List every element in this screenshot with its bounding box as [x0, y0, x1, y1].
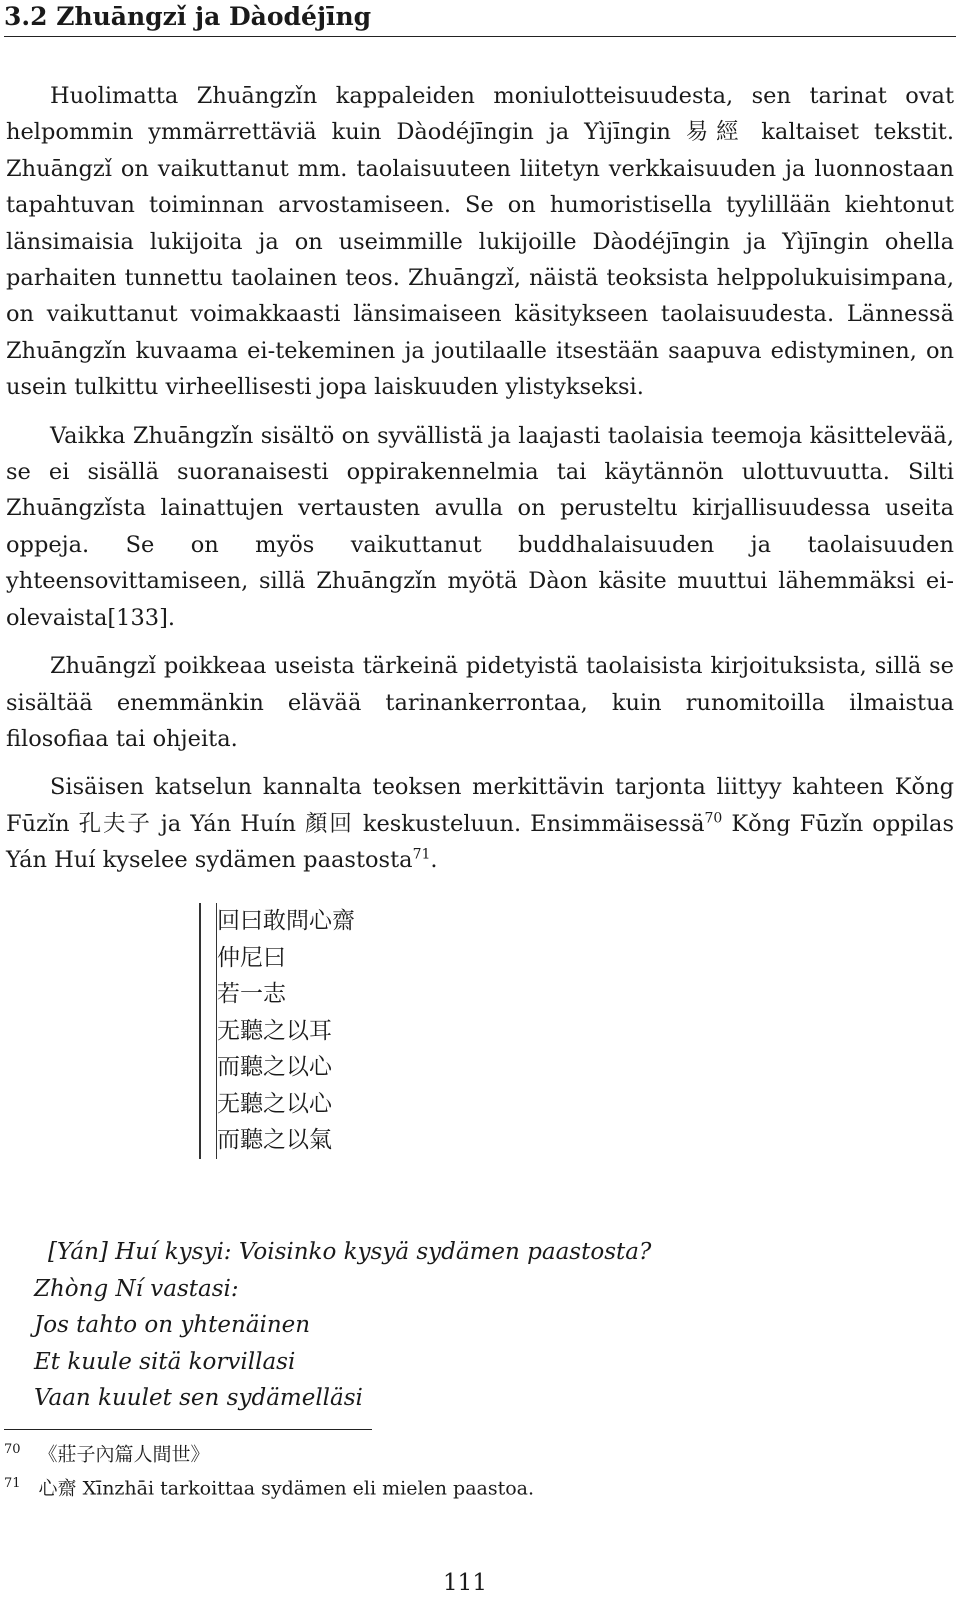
- translation-line: Et kuule sitä korvillasi: [34, 1348, 296, 1375]
- translation-line: Zhòng Ní vastasi:: [34, 1275, 239, 1302]
- paragraph-2: [6, 418, 954, 636]
- paragraph-4-text-b: Kǒng Fūzǐn oppilas Yán Huí kyselee sydämen paastosta: [6, 810, 954, 874]
- paragraph-2-text: Vaikka Zhuāngzǐn sisältö on syvällistä ja laajasti taolaisia teemoja käsittelevää, se ei sisällä suoranaisesti oppirakennelmia tai käytännön ulottuvuutta. Silti Zhuāngzǐsta lainattujen vertausten avulla on perusteltu kirjallisuudessa useita oppeja. Se on myös vaikuttanut buddhalaisuuden ja taolaisuuden yhteensovittamiseen, sillä Zhuāngzǐn myötä Dàon käsite muuttui lähemmäksi ei-olevaista[133].: [6, 422, 954, 631]
- poem-line: 无聽之以心: [217, 1090, 332, 1117]
- translation-line: Vaan kuulet sen sydämelläsi: [34, 1385, 363, 1411]
- poem-line: 若一志: [217, 981, 286, 1007]
- paragraph-1: [6, 78, 954, 406]
- paragraph-3-text: Zhuāngzǐ poikkeaa useista tärkeinä pidetyistä taolaisista kirjoituksista, sillä se sisältää enemmänkin elävää tarinankerrontaa, kuin runomitoilla ilmaistua filosofiaa tai ohjeita.: [6, 653, 954, 752]
- footnote-rule: [4, 1429, 372, 1430]
- footnote-ref-71[interactable]: 71: [412, 846, 431, 863]
- translation-line: Jos tahto on yhtenäinen: [34, 1312, 311, 1338]
- chinese-poem: [216, 903, 355, 1159]
- body-text: [6, 78, 954, 879]
- paragraph-3: [6, 648, 954, 757]
- footnote-number: 71: [4, 1476, 21, 1491]
- poem-line: 无聽之以耳: [217, 1017, 332, 1044]
- poem-rule: [199, 903, 201, 1159]
- poem-line: 而聽之以心: [217, 1054, 332, 1080]
- footnote-text: 《莊子內篇人間世》: [38, 1443, 210, 1466]
- paragraph-4-text-a: Sisäisen katselun kannalta teoksen merkittävin tarjonta liittyy kahteen Kǒng Fūzǐn 孔夫子 ja Yán Huín 顏回 keskusteluun. Ensimmäisessä: [6, 774, 954, 837]
- section-heading: 3.2 Zhuāngzǐ ja Dàodéjīng: [4, 0, 956, 37]
- footnote-ref-70[interactable]: 70: [704, 810, 723, 827]
- poem-translation: [34, 1234, 651, 1417]
- footnote-text: 心齋 Xīnzhāi tarkoittaa sydämen eli mielen paastoa.: [38, 1477, 535, 1500]
- footnote-number: 70: [4, 1442, 21, 1457]
- poem-line: 回曰敢問心齋: [217, 908, 355, 934]
- poem-line: 而聽之以氣: [217, 1127, 332, 1153]
- paragraph-1-text: Huolimatta Zhuāngzǐn kappaleiden moniulotteisuudesta, sen tarinat ovat helpommin ymmärrettäviä kuin Dàodéjīngin ja Yìjīngin 易經 kaltaiset tekstit. Zhuāngzǐ on vaikuttanut mm. taolaisuuteen liitetyn verkkaisuuden ja luonnostaan tapahtuvan toiminnan arvostamiseen. Se on humoristisella tyylillään kiehtonut länsimaisia lukijoita ja on useimmille lukijoille Dàodéjīngin ja Yìjīngin ohella parhaiten tunnettu taolainen teos. Zhuāngzǐ, näistä teoksista helppolukuisimpana, on vaikuttanut voimakkaasti länsimaiseen käsitykseen taolaisuudesta. Lännessä Zhuāngzǐn kuvaama ei-tekeminen ja joutilaalle itsestään saapuva edistyminen, on usein tulkittu virheellisesti jopa laiskuuden ylistykseksi.: [6, 83, 954, 401]
- footnote-71: [4, 1472, 534, 1500]
- footnote-70: [4, 1438, 210, 1466]
- page-number: 111: [443, 1570, 487, 1596]
- poem-line: 仲尼曰: [217, 944, 286, 971]
- translation-line: [Yán] Huí kysyi: Voisinko kysyä sydämen paastosta?: [48, 1239, 652, 1265]
- paragraph-4: [6, 769, 954, 878]
- paragraph-4-text-c: .: [430, 847, 438, 874]
